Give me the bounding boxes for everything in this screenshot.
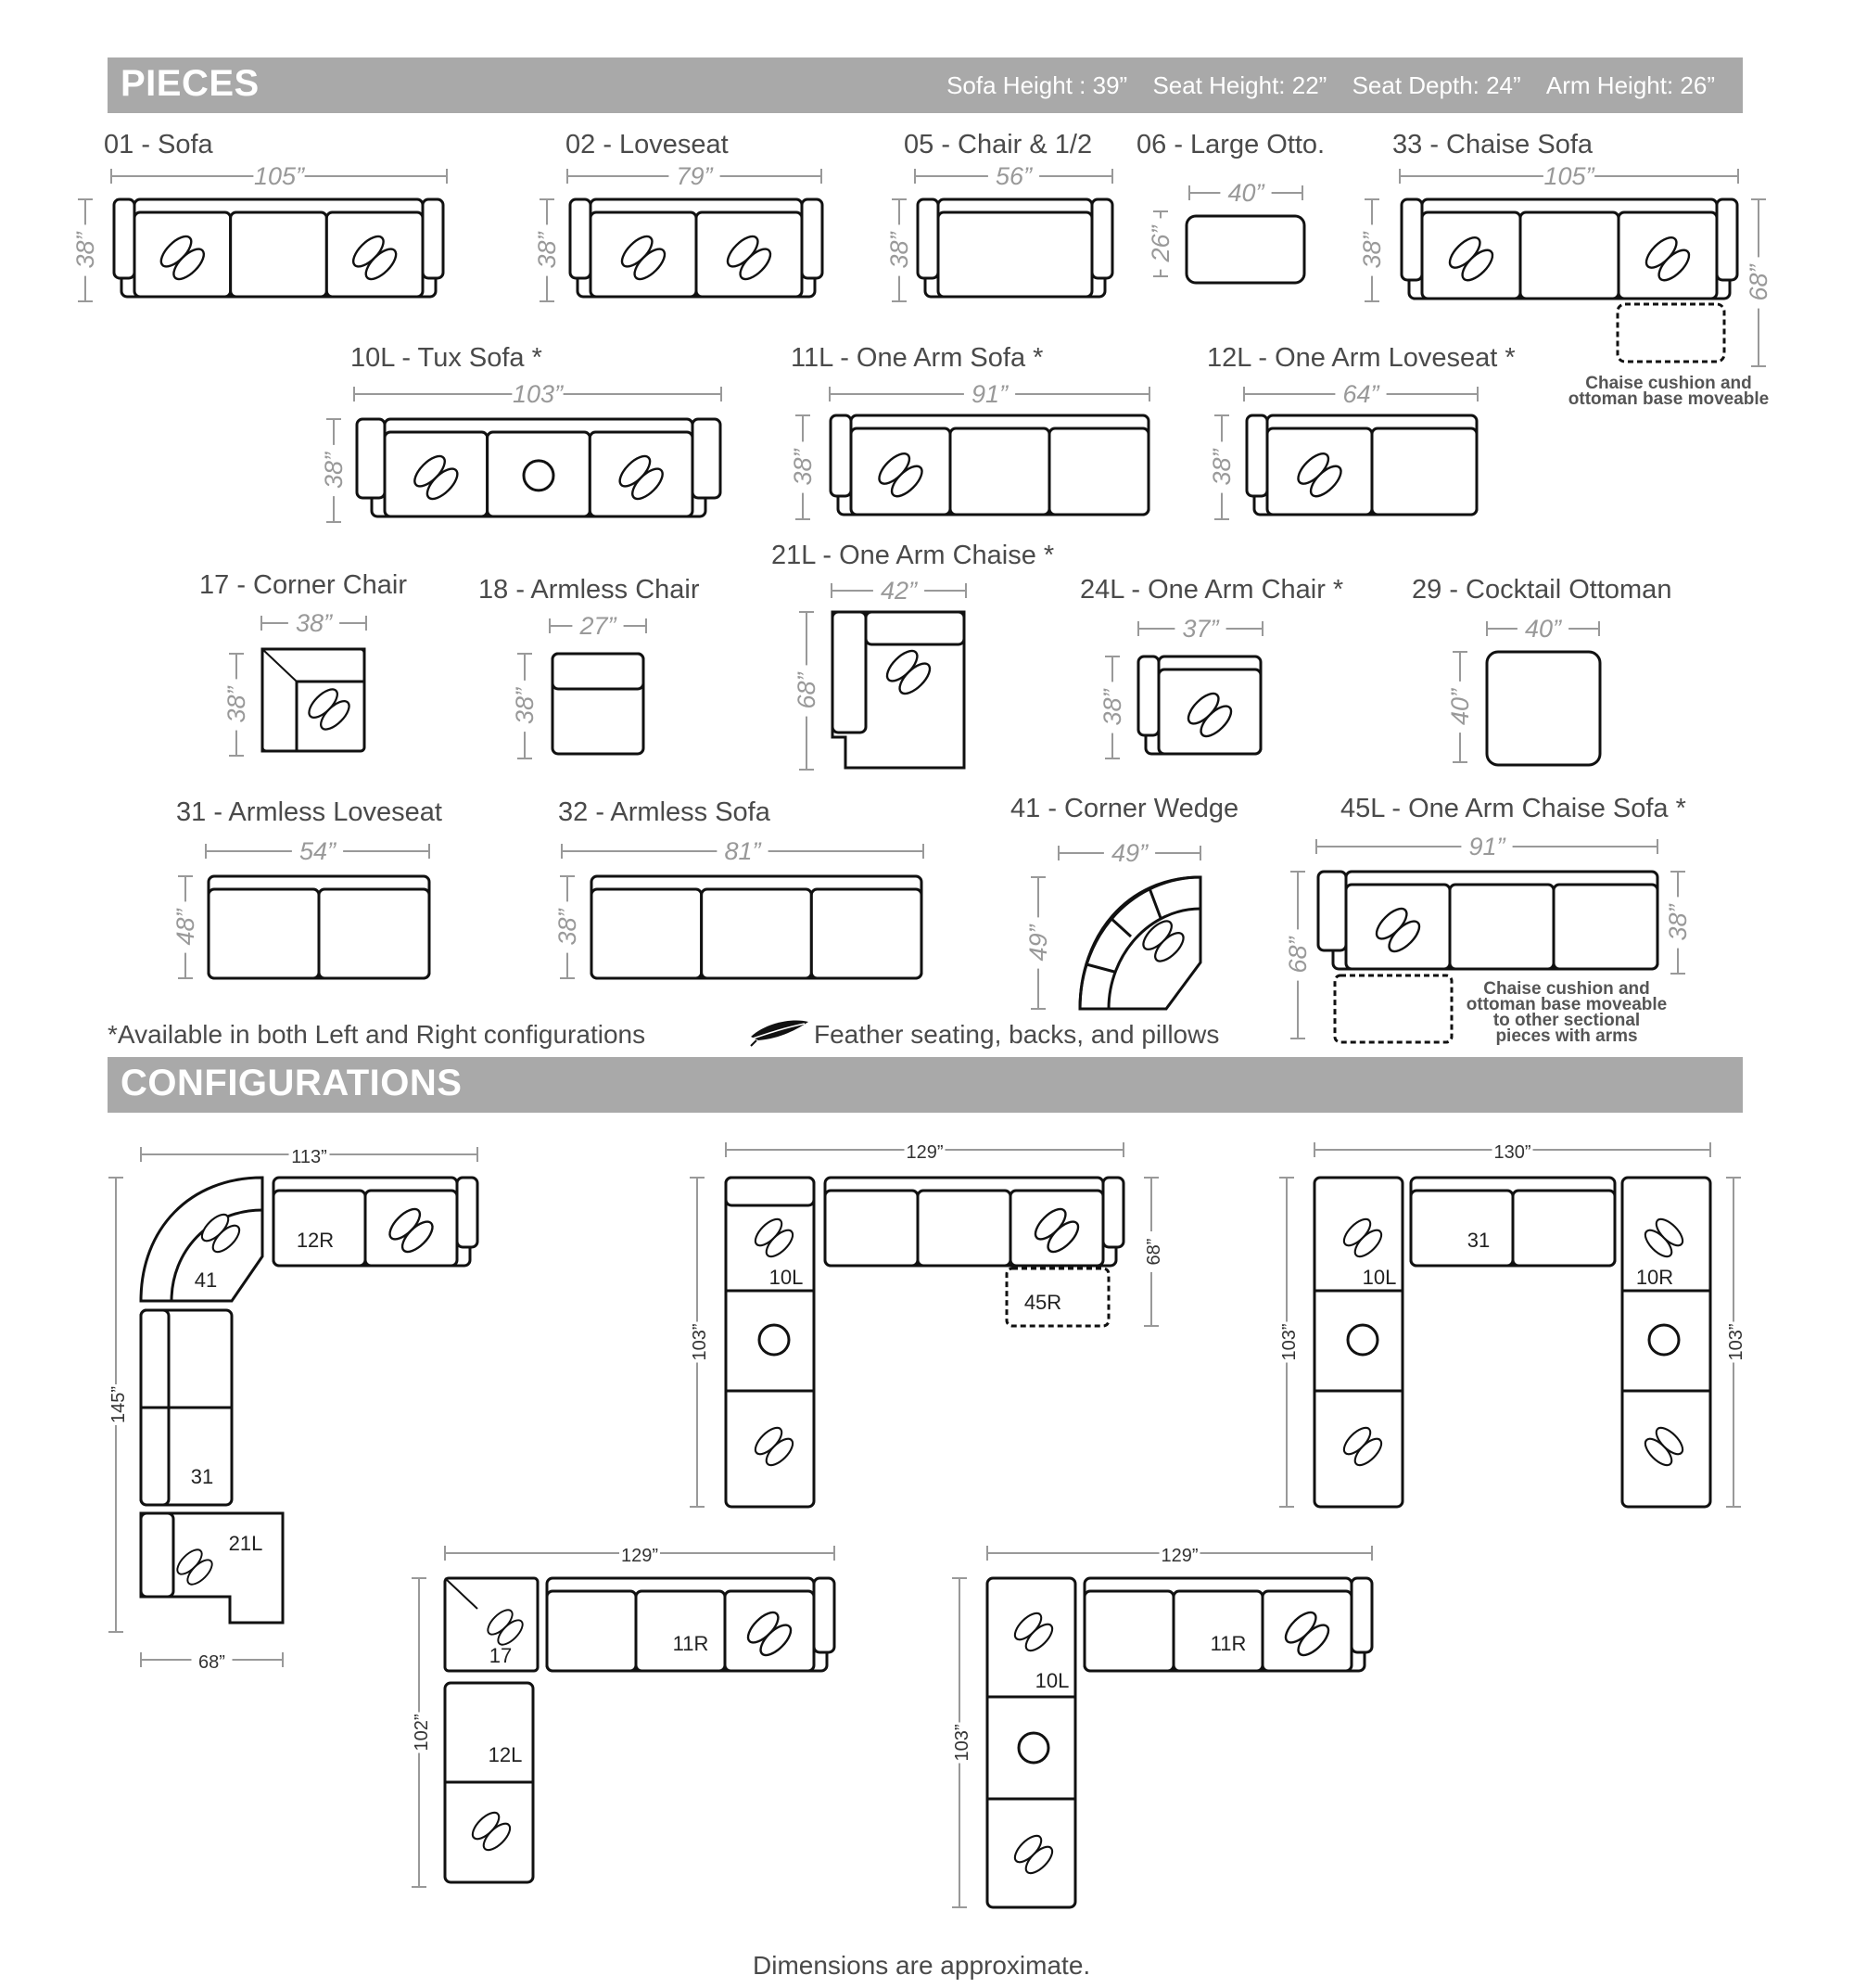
width-dimension xyxy=(1487,615,1599,643)
depth-dimension xyxy=(1147,211,1175,276)
piece-label-24l-one-arm-chair: 24L - One Arm Chair * xyxy=(1080,575,1344,605)
piece-label-41-corner-wedge: 41 - Corner Wedge xyxy=(1010,794,1239,823)
width-dimension xyxy=(1138,615,1263,643)
dim-text: 103” xyxy=(512,380,564,408)
piece-code-label: 10L xyxy=(1035,1669,1070,1692)
piece-label-05-chair-half: 05 - Chair & 1/2 xyxy=(904,130,1093,159)
spec-seat-height: Seat Height: 22” xyxy=(1152,71,1327,99)
config4-11r xyxy=(547,1578,834,1671)
round-pillow-icon xyxy=(1348,1325,1378,1355)
depth-dimension xyxy=(171,876,199,978)
piece-41-corner-wedge xyxy=(1080,877,1200,1009)
left-arm xyxy=(1402,199,1422,280)
width-dimension xyxy=(141,1647,283,1673)
width-dimension xyxy=(206,837,429,865)
seat-cushion xyxy=(547,1591,636,1671)
piece-code-label: 10R xyxy=(1635,1266,1674,1289)
config1-12r xyxy=(273,1178,477,1266)
piece-label-10l-tux-sofa: 10L - Tux Sofa * xyxy=(350,343,542,373)
width-dimension xyxy=(141,1141,477,1167)
width-dimension xyxy=(915,162,1112,190)
piece-31-armless-loveseat xyxy=(209,876,429,978)
width-dimension xyxy=(354,380,721,408)
dim-text: 79” xyxy=(676,162,713,190)
right-arm xyxy=(1352,1578,1372,1652)
depth-dimension xyxy=(1721,1178,1746,1507)
depth-dimension xyxy=(789,415,817,519)
depth-dimension xyxy=(533,199,561,301)
dim-text: 38” xyxy=(789,449,817,486)
seat-cushion xyxy=(209,889,319,978)
dim-text: 56” xyxy=(995,162,1033,190)
piece-29-cocktail-ottoman xyxy=(1487,652,1600,765)
width-dimension xyxy=(567,162,821,190)
dim-text: 26” xyxy=(1147,225,1175,262)
pieces-drawings xyxy=(71,162,1772,1046)
width-dimension xyxy=(1059,839,1200,867)
seat-cushion xyxy=(1372,428,1477,515)
piece-45l-one-arm-chaise-sofa xyxy=(1318,872,1657,969)
right-arm xyxy=(1103,1178,1124,1247)
depth-dimension xyxy=(222,654,250,756)
dim-text: 40” xyxy=(1446,688,1474,726)
piece-label-06-large-ottoman: 06 - Large Otto. xyxy=(1137,130,1326,159)
seat-cushion xyxy=(1450,885,1554,969)
left-arm xyxy=(831,415,851,496)
left-arm xyxy=(1247,415,1267,496)
piece-label-01-sofa: 01 - Sofa xyxy=(104,130,213,159)
chaise-back xyxy=(866,612,964,644)
piece-12l-one-arm-loveseat xyxy=(1247,415,1477,515)
dim-text: 54” xyxy=(298,837,337,865)
dim-text: 38” xyxy=(885,232,913,269)
dim-text: 38” xyxy=(1358,232,1386,269)
dim-text: 40” xyxy=(1227,179,1264,207)
width-dimension xyxy=(1316,833,1657,860)
width-dimension xyxy=(987,1540,1372,1566)
dim-text: 68” xyxy=(793,672,820,709)
dim-text: 105” xyxy=(253,162,305,190)
dim-text: 130” xyxy=(1493,1142,1531,1163)
pieces-title: PIECES xyxy=(121,63,260,104)
depth-dimension xyxy=(1664,872,1692,974)
dim-text: 68” xyxy=(198,1652,225,1673)
configurations-drawings xyxy=(103,1137,1746,1907)
right-arm xyxy=(457,1178,477,1247)
left-arm xyxy=(114,199,134,278)
pillows-icon xyxy=(173,1546,216,1588)
dim-text: 38” xyxy=(295,609,333,637)
depth-dimension xyxy=(1446,652,1474,762)
dim-text: 64” xyxy=(1342,380,1379,408)
config1-21l-back xyxy=(141,1513,173,1597)
piece-10l-tux-sofa xyxy=(357,419,720,516)
piece-code-label: 11R xyxy=(672,1632,709,1655)
dim-text: 48” xyxy=(171,909,199,946)
seat-cushion xyxy=(319,889,429,978)
seat-cushion xyxy=(918,1191,1010,1266)
depth-dimension xyxy=(1024,877,1052,1009)
seat-cushion xyxy=(1554,885,1657,969)
dim-text: 38” xyxy=(1208,449,1236,486)
seat-cushion xyxy=(702,889,812,978)
spec-arm-height: Arm Height: 26” xyxy=(1545,71,1715,99)
seat-cushion xyxy=(1049,428,1149,515)
chaise-arm xyxy=(832,612,866,733)
pillows-icon xyxy=(197,1210,243,1255)
depth-dimension xyxy=(1208,415,1236,519)
dim-text: 68” xyxy=(1144,1238,1164,1266)
pillows-icon xyxy=(1138,916,1187,965)
config5-11r xyxy=(1085,1578,1372,1671)
chaise-note-33: Chaise cushion and ottoman base moveable xyxy=(1568,374,1770,409)
round-pillow-icon xyxy=(759,1325,789,1355)
dim-text: 129” xyxy=(620,1546,659,1566)
seat-cushion xyxy=(636,1591,725,1671)
piece-21l-one-arm-chaise xyxy=(832,612,964,768)
depth-dimension xyxy=(1284,872,1312,1039)
right-arm xyxy=(692,419,720,498)
dim-text: 103” xyxy=(1279,1323,1300,1361)
piece-code-label: 17 xyxy=(489,1644,513,1667)
feather-note: Feather seating, backs, and pillows xyxy=(814,1020,1220,1049)
config2-45r xyxy=(825,1178,1124,1266)
dim-text: 91” xyxy=(971,380,1009,408)
width-dimension xyxy=(1244,380,1478,408)
seat-cushion xyxy=(1411,1191,1513,1266)
piece-label-12l-one-arm-loveseat: 12L - One Arm Loveseat * xyxy=(1207,343,1516,373)
piece-32-armless-sofa xyxy=(591,876,921,978)
seat-cushion xyxy=(591,889,702,978)
config3-31 xyxy=(1411,1178,1615,1266)
right-arm xyxy=(802,199,822,278)
available-note: *Available in both Left and Right configurations xyxy=(108,1020,646,1049)
depth-dimension xyxy=(793,612,820,770)
piece-code-label: 31 xyxy=(190,1465,214,1488)
round-pillow-icon xyxy=(1019,1733,1048,1763)
seat-cushion xyxy=(825,1191,918,1266)
piece-05-chair-half xyxy=(918,199,1112,297)
width-dimension xyxy=(111,162,447,190)
dim-text: 68” xyxy=(1745,264,1772,301)
depth-dimension xyxy=(553,876,581,978)
dim-text: 38” xyxy=(222,686,250,723)
piece-label-17-corner-chair: 17 - Corner Chair xyxy=(199,570,408,600)
configuration-5 xyxy=(946,1540,1372,1907)
dim-text: 102” xyxy=(412,1714,432,1752)
piece-02-loveseat xyxy=(570,199,822,297)
piece-label-33-chaise-sofa: 33 - Chaise Sofa xyxy=(1392,130,1594,159)
seat-cushion xyxy=(1174,1591,1263,1671)
dim-text: 105” xyxy=(1543,162,1594,190)
piece-code-label: 45R xyxy=(1023,1291,1062,1314)
dim-text: 113” xyxy=(291,1147,327,1167)
left-arm xyxy=(918,199,938,278)
dim-text: 91” xyxy=(1468,833,1505,860)
piece-label-45l-one-arm-chaise-sofa: 45L - One Arm Chaise Sofa * xyxy=(1340,794,1686,823)
left-arm xyxy=(357,419,385,498)
depth-dimension xyxy=(946,1578,972,1907)
piece-label-29-cocktail-ottoman: 29 - Cocktail Ottoman xyxy=(1412,575,1672,605)
left-arm xyxy=(1318,872,1346,950)
seat-cushion xyxy=(1520,212,1619,299)
round-pillow-icon xyxy=(1649,1325,1679,1355)
piece-code-label: 12L xyxy=(488,1743,523,1766)
dim-text: 38” xyxy=(1664,904,1692,941)
dim-text: 129” xyxy=(906,1142,944,1163)
right-arm xyxy=(1717,199,1737,280)
configuration-2 xyxy=(684,1137,1164,1507)
seat-cushion xyxy=(1513,1191,1615,1266)
depth-dimension xyxy=(406,1578,432,1887)
width-dimension xyxy=(261,609,366,637)
dim-text: 103” xyxy=(952,1724,972,1762)
dim-text: 38” xyxy=(511,687,539,725)
dim-text: 103” xyxy=(1726,1323,1746,1361)
piece-11l-one-arm-sofa xyxy=(831,415,1149,515)
piece-label-32-armless-sofa: 32 - Armless Sofa xyxy=(558,797,770,827)
dim-text: 103” xyxy=(690,1323,710,1361)
chaise-ottoman-dashed xyxy=(1618,304,1724,362)
piece-label-18-armless-chair: 18 - Armless Chair xyxy=(478,575,700,605)
piece-code-label: 10L xyxy=(768,1266,804,1289)
depth-dimension xyxy=(320,419,348,522)
dim-text: 42” xyxy=(880,577,918,605)
piece-01-sofa xyxy=(114,199,443,297)
piece-code-label: 21L xyxy=(228,1532,263,1555)
depth-dimension xyxy=(103,1178,129,1632)
depth-dimension xyxy=(1358,199,1386,301)
dim-text: 38” xyxy=(553,909,581,946)
depth-dimension xyxy=(1274,1178,1300,1507)
left-arm xyxy=(1138,656,1159,735)
dim-text: 129” xyxy=(1161,1546,1199,1566)
dim-text: 37” xyxy=(1182,615,1219,643)
config2-10l-back xyxy=(726,1178,814,1205)
width-dimension xyxy=(562,837,923,865)
depth-dimension xyxy=(885,199,913,301)
left-arm xyxy=(570,199,590,278)
piece-code-label: 11R xyxy=(1210,1632,1247,1655)
piece-code-label: 31 xyxy=(1467,1229,1491,1252)
wedge-seams xyxy=(1086,888,1161,972)
piece-label-11l-one-arm-sofa: 11L - One Arm Sofa * xyxy=(791,343,1044,373)
piece-label-02-loveseat: 02 - Loveseat xyxy=(565,130,729,159)
dim-text: 68” xyxy=(1284,937,1312,974)
piece-06-large-ottoman xyxy=(1187,216,1304,283)
right-arm xyxy=(423,199,443,278)
dim-text: 145” xyxy=(108,1385,129,1424)
width-dimension xyxy=(1189,179,1302,207)
seat-cushion xyxy=(950,428,1049,515)
piece-label-31-armless-loveseat: 31 - Armless Loveseat xyxy=(176,797,442,827)
width-dimension xyxy=(726,1137,1124,1163)
configuration-1 xyxy=(103,1141,477,1673)
spec-sofa-height: Sofa Height : 39” xyxy=(946,71,1128,99)
dim-text: 27” xyxy=(579,612,616,640)
piece-33-chaise-sofa xyxy=(1402,199,1737,299)
width-dimension xyxy=(1400,162,1738,190)
seat-cushion xyxy=(938,212,1092,297)
piece-code-label: 41 xyxy=(194,1268,218,1292)
pillows-icon xyxy=(883,646,935,699)
depth-dimension xyxy=(1138,1178,1164,1326)
width-dimension xyxy=(445,1540,834,1566)
armless-chair-back xyxy=(552,654,643,689)
piece-code-label: 12R xyxy=(296,1229,335,1252)
dim-text: 38” xyxy=(320,452,348,490)
depth-dimension xyxy=(1098,656,1126,758)
width-dimension xyxy=(1314,1137,1710,1163)
right-arm xyxy=(814,1578,834,1652)
piece-label-21l-one-arm-chaise: 21L - One Arm Chaise * xyxy=(771,541,1055,570)
approximate-note: Dimensions are approximate. xyxy=(753,1951,1091,1980)
piece-18-armless-chair xyxy=(552,654,643,754)
seat-cushion xyxy=(231,212,327,297)
dim-text: 49” xyxy=(1024,924,1052,962)
piece-17-corner-chair xyxy=(262,649,364,751)
dim-text: 49” xyxy=(1111,839,1149,867)
dim-text: 81” xyxy=(724,837,761,865)
width-dimension xyxy=(832,577,966,605)
seat-cushion xyxy=(1085,1591,1174,1671)
piece-code-label: 10L xyxy=(1362,1266,1397,1289)
spec-seat-depth: Seat Depth: 24” xyxy=(1352,71,1521,99)
depth-dimension xyxy=(1745,199,1772,366)
configuration-3 xyxy=(1274,1137,1746,1507)
dim-text: 40” xyxy=(1524,615,1562,643)
depth-dimension xyxy=(511,654,539,758)
depth-dimension xyxy=(684,1178,710,1507)
width-dimension xyxy=(550,612,646,640)
chaise-note-45l: Chaise cushion and ottoman base moveable to other sectional pieces with arms xyxy=(1466,979,1668,1046)
chaise-ottoman-dashed xyxy=(1335,975,1452,1042)
configuration-4 xyxy=(406,1540,834,1887)
piece-24l-one-arm-chair xyxy=(1138,656,1261,754)
seat-cushion xyxy=(811,889,921,978)
right-arm xyxy=(1092,199,1112,278)
depth-dimension xyxy=(71,199,99,301)
configurations-title: CONFIGURATIONS xyxy=(121,1063,463,1103)
dim-text: 38” xyxy=(533,232,561,269)
dim-text: 38” xyxy=(71,232,99,269)
round-pillow-icon xyxy=(524,461,553,491)
width-dimension xyxy=(830,380,1149,408)
dim-text: 38” xyxy=(1098,689,1126,726)
